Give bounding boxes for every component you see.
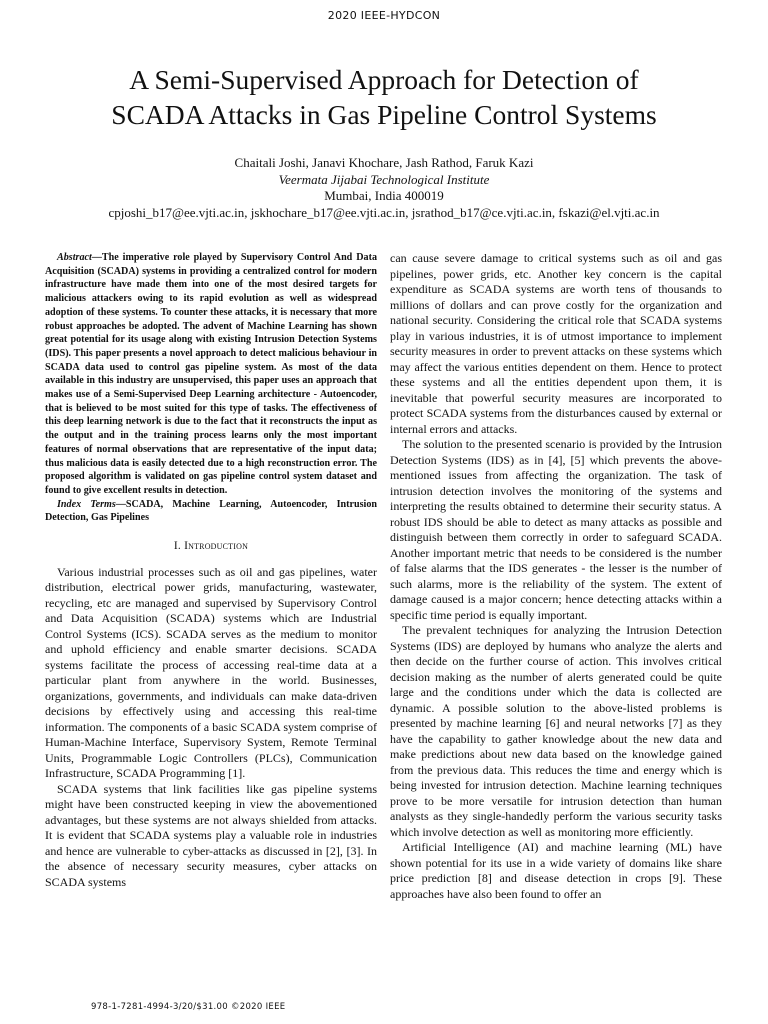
left-column: [45, 251, 377, 890]
abstract-text: —The imperative role played by Supervisory Control And Data Acquisition (SCADA) systems in providing a centralized control for modern infrastructure have made them into one of the most desired targets for malicious attackers owing to its rapid evolution as well as widespread adoption of these systems. To counter these attacks, it is necessary that more robust approaches be adopted. The advent of Machine Learning has shown great potential for its usage along with existing Intrusion Detection Systems (IDS). This paper presents a novel approach to detect malicious behaviour in SCADA data used to control gas pipeline system. As most of the data available in this industry are unsupervised, this paper uses an approach that makes use of a Semi-Supervised Deep Learning architecture - Autoencoder, that is believed to be most suited for this type of tasks. The effectiveness of this deep learning network is due to the fact that it reconstructs the input as the output and in the training process learns only the most important features of normal observations that are representative of the input data; thus malicious data is easily detected due to a high reconstruction error. The proposed algorithm is validated on gas pipeline control system dataset and found to give excellent results in detection.: [45, 252, 377, 496]
paper-title-line-2: SCADA Attacks in Gas Pipeline Control Systems: [111, 99, 657, 130]
abstract: [45, 251, 377, 498]
paper-title: [40, 62, 728, 132]
abstract-label: Abstract: [57, 252, 92, 263]
author-location: Mumbai, India 400019: [324, 188, 444, 203]
paragraph: Artificial Intelligence (AI) and machine learning (ML) have shown potential for its use in a wide variety of domains like share price prediction [8] and disease detection in crops [9]. These approaches have also been found to offer an: [390, 840, 722, 901]
section-number: I.: [173, 540, 181, 553]
author-block: [20, 155, 748, 221]
section-title: Introduction: [184, 540, 249, 553]
paper-title-line-1: A Semi-Supervised Approach for Detection of: [129, 64, 639, 95]
paragraph: The prevalent techniques for analyzing the Intrusion Detection Systems (IDS) are deployed by humans who analyze the alerts and then decide on the further course of action. This involves critical decision making as the number of alerts generated could be quite large and the conditions under which the data is collected are dynamic. A possible solution to the above-listed problems is presented by machine learning [6] and neural networks [7] as they have the capability to gather knowledge about the new data and make predictions about new data based on the knowledge gained from the previous data. This reduces the time and energy which is being invested for intrusion detection. Machine learning techniques prove to be more versatile for intrusion detection than human analysts as they single-handedly perform the various security tasks which involve detection as well as monitoring more efficiently.: [390, 623, 722, 839]
author-names: Chaitali Joshi, Janavi Khochare, Jash Rathod, Faruk Kazi: [234, 155, 534, 170]
index-terms-text: —SCADA, Machine Learning, Autoencoder, Intrusion Detection, Gas Pipelines: [45, 498, 377, 524]
index-terms: [45, 498, 377, 525]
paragraph: Various industrial processes such as oil and gas pipelines, water distribution, electrical power grids, manufacturing, wastewater, recycling, etc are managed and supervised by Supervisory Control and Data Acquisition (SCADA) systems which are Industrial Control Systems (ICS). SCADA serves as the medium to monitor and uphold efficiency and enable smarter decisions. SCADA systems facilitate the process of accessing real-time data at a particular plant from anywhere in the world. Businesses, organizations, governments, and individuals can make data-driven decisions by effectively using and accessing this real-time information. The components of a basic SCADA system comprise of Human-Machine Interface, Supervisory System, Remote Terminal Units, Programmable Logic Controllers (PLCs), Communication Infrastructure, SCADA Programming [1].: [45, 564, 377, 781]
paragraph: SCADA systems that link facilities like gas pipeline systems might have been constructed keeping in view the abovementioned advantages, but these systems are not always shielded from attacks. It is evident that SCADA systems play a valuable role in industries and hence are vulnerable to cyber-attacks as discussed in [2], [3]. In the absence of necessary security measures, cyber attacks on SCADA systems: [45, 781, 377, 889]
index-terms-label: Index Terms: [57, 498, 116, 510]
paragraph: can cause severe damage to critical systems such as oil and gas pipelines, power grids, etc. Another key concern is the capital expenditure as SCADA systems are worth tens of thousands to millions of dollars and can prove costly for the organization and national security. Considering the critical role that SCADA systems play in various industries, it is of utmost importance to implement security measures in order to prevent attacks on these systems which may affect the various entities dependent on them. Hence to protect these systems and all the entities dependent upon them, it is inevitable that powerful security measures are incorporated to protect SCADA systems from the disturbances caused by external or internal errors and attacks.: [390, 251, 722, 436]
author-emails: cpjoshi_b17@ee.vjti.ac.in, jskhochare_b17@ee.vjti.ac.in, jsrathod_b17@ce.vjti.ac.in, fskazi@el.vjti.ac.in: [108, 204, 660, 220]
paragraph: The solution to the presented scenario is provided by the Intrusion Detection Systems (IDS) as in [4], [5] which prevents the above-mentioned issues from affecting the organization. The task of intrusion detection involves the monitoring of the systems and interpreting the results obtained to determine their security status. A robust IDS should be able to detect as many attacks as possible and distinguish between them correctly in order to safeguard SCADA. Another important metric that needs to be considered is the number of false alarms that the IDS generates - the lesser is the number of such alarms, more is the reliability of the system. The extent of damage caused is a major concern; hence detecting attacks within a specific time period is equally important.: [390, 437, 722, 622]
author-institute: Veermata Jijabai Technological Institute: [278, 171, 490, 187]
copyright-footer: 978-1-7281-4994-3/20/$31.00 ©2020 IEEE: [91, 1002, 286, 1012]
section-heading-introduction: [45, 539, 377, 555]
right-column: [390, 251, 722, 902]
conference-header: 2020 IEEE-HYDCON: [327, 9, 441, 22]
